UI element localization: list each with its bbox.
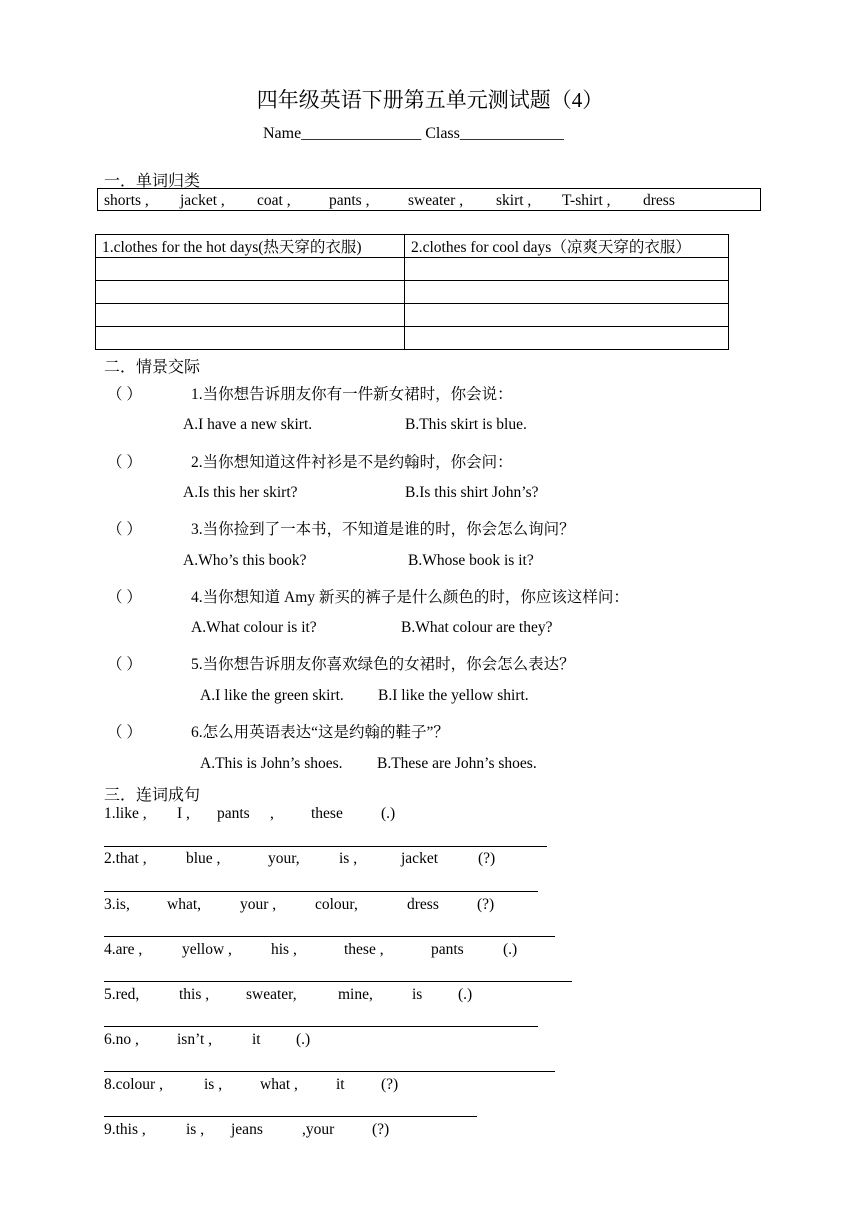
- word-token: (.): [503, 941, 518, 958]
- answer-line[interactable]: [104, 891, 538, 892]
- cool-days-cell[interactable]: [405, 304, 729, 327]
- word-token: 5.red,: [104, 986, 140, 1003]
- answer-line[interactable]: [104, 981, 572, 982]
- option-a: A.What colour is it?: [191, 619, 317, 636]
- word-token: your ,: [240, 896, 277, 913]
- option-a: A.This is John’s shoes.: [200, 755, 343, 772]
- question-text: 1.当你想告诉朋友你有一件新女裙时，你会说：: [191, 386, 513, 403]
- option-b: B.I like the yellow shirt.: [378, 687, 529, 704]
- answer-line[interactable]: [104, 1026, 538, 1027]
- option-a: A.I like the green skirt.: [200, 687, 344, 704]
- answer-blank[interactable]: （ ）: [107, 724, 142, 741]
- classification-table: [95, 234, 729, 350]
- cool-days-cell[interactable]: [405, 281, 729, 304]
- word-token: (?): [478, 850, 496, 867]
- answer-blank[interactable]: （ ）: [107, 386, 142, 403]
- word-token: (.): [458, 986, 473, 1003]
- word-token: colour,: [315, 896, 358, 913]
- word-token: blue ,: [186, 850, 221, 867]
- option-b: B.This skirt is blue.: [405, 416, 527, 433]
- word-token: ,your: [302, 1121, 335, 1138]
- word-token: these ,: [344, 941, 384, 958]
- word-token: 3.is,: [104, 896, 130, 913]
- word-token: mine,: [338, 986, 373, 1003]
- answer-blank[interactable]: （ ）: [107, 589, 142, 606]
- question-text: 3.当你捡到了一本书，不知道是谁的时，你会怎么询问？: [191, 521, 575, 538]
- word-token: his ,: [271, 941, 297, 958]
- word-token: is: [412, 986, 423, 1003]
- option-a: A.I have a new skirt.: [183, 416, 313, 433]
- cool-days-header: 2.clothes for cool days（凉爽天穿的衣服）: [405, 235, 729, 258]
- answer-blank[interactable]: （ ）: [107, 656, 142, 673]
- word-token: 9.this ,: [104, 1121, 146, 1138]
- word-token: ,: [270, 805, 274, 822]
- word-token: jeans: [231, 1121, 263, 1138]
- word-token: is ,: [339, 850, 358, 867]
- option-b: B.Is this shirt John’s?: [405, 484, 539, 501]
- page-title: 四年级英语下册第五单元测试题（4）: [256, 88, 604, 112]
- question-text: 5.当你想告诉朋友你喜欢绿色的女裙时，你会怎么表达？: [191, 656, 575, 673]
- word-item: sweater ,: [408, 192, 464, 209]
- answer-line[interactable]: [104, 846, 547, 847]
- hot-days-cell[interactable]: [96, 327, 405, 350]
- question-text: 6.怎么用英语表达“这是约翰的鞋子”？: [191, 724, 449, 741]
- option-b: B.What colour are they?: [401, 619, 553, 636]
- option-b: B.Whose book is it?: [408, 552, 534, 569]
- word-token: 4.are ,: [104, 941, 143, 958]
- word-token: what ,: [260, 1076, 298, 1093]
- word-item: shorts ,: [104, 192, 149, 209]
- answer-line[interactable]: [104, 1071, 555, 1072]
- question-text: 2.当你想知道这件衬衫是不是约翰时，你会问：: [191, 454, 513, 471]
- word-item: skirt ,: [496, 192, 532, 209]
- cool-days-cell[interactable]: [405, 258, 729, 281]
- word-token: yellow ,: [182, 941, 232, 958]
- word-item: dress: [643, 192, 675, 209]
- word-token: (?): [477, 896, 495, 913]
- word-token: it: [252, 1031, 261, 1048]
- option-a: A.Who’s this book?: [183, 552, 307, 569]
- word-token: pants: [217, 805, 250, 822]
- word-token: (?): [372, 1121, 390, 1138]
- word-token: it: [336, 1076, 345, 1093]
- word-token: 6.no ,: [104, 1031, 139, 1048]
- hot-days-cell[interactable]: [96, 258, 405, 281]
- word-item: coat ,: [257, 192, 291, 209]
- word-token: isn’t ,: [177, 1031, 213, 1048]
- word-token: (.): [381, 805, 396, 822]
- word-bank-box: [97, 188, 761, 211]
- word-token: sweater,: [246, 986, 297, 1003]
- name-class-line: Name_______________ Class_____________: [263, 125, 564, 142]
- word-token: (?): [381, 1076, 399, 1093]
- section1-heading: 一．单词归类: [104, 173, 201, 190]
- section3-heading: 三．连词成句: [104, 787, 201, 804]
- answer-blank[interactable]: （ ）: [107, 521, 142, 538]
- answer-line[interactable]: [104, 1116, 477, 1117]
- word-token: this ,: [179, 986, 210, 1003]
- word-token: these: [311, 805, 343, 822]
- word-token: your,: [268, 850, 300, 867]
- question-text: 4.当你想知道 Amy 新买的裤子是什么颜色的时，你应该这样问：: [191, 589, 629, 606]
- section2-heading: 二．情景交际: [104, 359, 201, 376]
- word-token: is ,: [186, 1121, 205, 1138]
- word-item: pants ,: [329, 192, 370, 209]
- word-item: T-shirt ,: [562, 192, 611, 209]
- word-token: is ,: [204, 1076, 223, 1093]
- word-item: jacket ,: [180, 192, 225, 209]
- option-a: A.Is this her skirt?: [183, 484, 298, 501]
- hot-days-cell[interactable]: [96, 304, 405, 327]
- cool-days-cell[interactable]: [405, 327, 729, 350]
- option-b: B.These are John’s shoes.: [377, 755, 537, 772]
- word-token: dress: [407, 896, 439, 913]
- word-token: 1.like ,: [104, 805, 147, 822]
- hot-days-cell[interactable]: [96, 281, 405, 304]
- hot-days-header: 1.clothes for the hot days(热天穿的衣服): [96, 235, 405, 258]
- answer-line[interactable]: [104, 936, 555, 937]
- word-token: 8.colour ,: [104, 1076, 163, 1093]
- word-token: jacket: [401, 850, 439, 867]
- word-token: 2.that ,: [104, 850, 147, 867]
- answer-blank[interactable]: （ ）: [107, 454, 142, 471]
- word-token: (.): [296, 1031, 311, 1048]
- word-token: I ,: [177, 805, 190, 822]
- word-token: pants: [431, 941, 464, 958]
- word-token: what,: [167, 896, 202, 913]
